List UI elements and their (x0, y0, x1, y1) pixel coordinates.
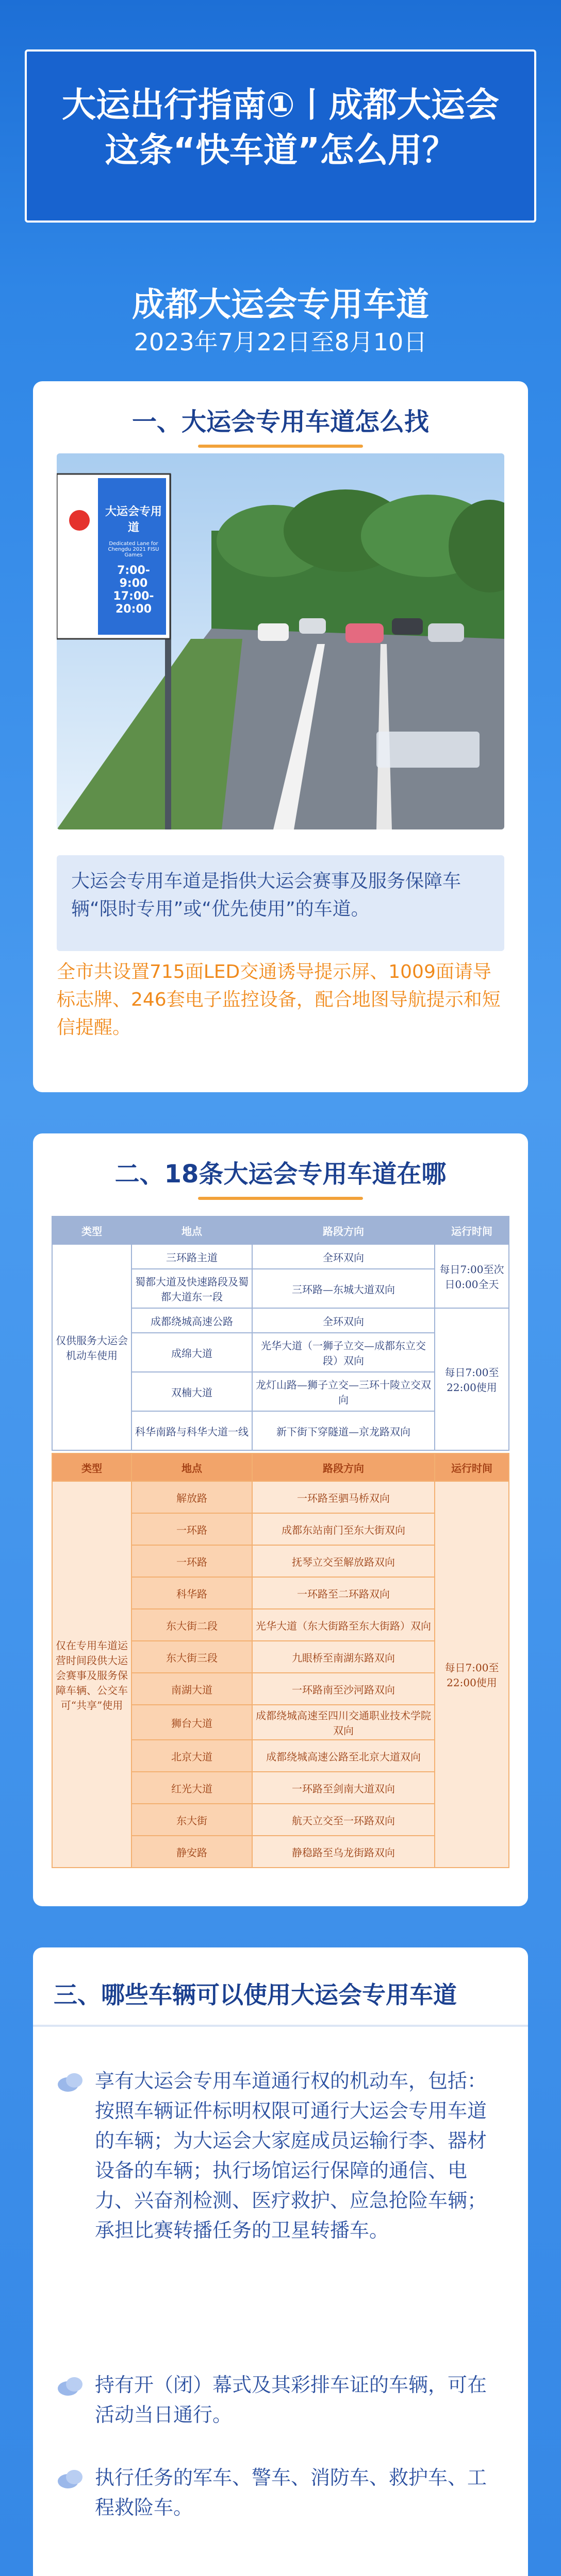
cloud-icon (57, 2467, 86, 2489)
sign-panel (103, 503, 164, 616)
table-cell: 三环路主道 (131, 1244, 252, 1269)
section3-bullet-text: 持有开（闭）幕式及其彩排车证的车辆，可在活动当日通行。 (95, 2374, 487, 2426)
list-item (57, 2066, 504, 2365)
table-cell: 一环路南至沙河路双向 (252, 1673, 435, 1705)
table-cell: 一环路 (131, 1545, 252, 1577)
table1-time-cell: 每日7:00至次日0:00全天 (435, 1244, 509, 1308)
table1-type-cell: 仅供服务大运会机动车使用 (52, 1244, 131, 1450)
list-item (57, 2370, 504, 2437)
table2-header-direction: 路段方向 (252, 1453, 435, 1481)
table-cell: 东大街三段 (131, 1641, 252, 1673)
table1-header-time: 运行时间 (435, 1216, 509, 1244)
table-cell: 南湖大道 (131, 1673, 252, 1705)
table-cell: 科华路 (131, 1577, 252, 1609)
table-cell: 东大街 (131, 1804, 252, 1836)
date-range: 2023年7月22日至8月10日 (134, 328, 427, 356)
hero-banner (25, 49, 536, 223)
table1-time-cell: 每日7:00至22:00使用 (435, 1308, 509, 1450)
table2-header-time: 运行时间 (435, 1453, 509, 1481)
table-cell: 一环路至二环路双向 (252, 1577, 435, 1609)
table-cell: 全环双向 (252, 1308, 435, 1333)
sign-heading: 大运会专用道 (105, 505, 162, 534)
table2-header-type: 类型 (52, 1453, 131, 1481)
table-cell: 成绵大道 (131, 1333, 252, 1372)
table-cell: 科华南路与科华大道一线 (131, 1411, 252, 1450)
table-cell: 一环路至驷马桥双向 (252, 1481, 435, 1513)
table-cell: 成都绕城高速公路至北京大道双向 (252, 1740, 435, 1772)
list-item (57, 2463, 504, 2530)
heading-underline (198, 445, 363, 448)
section2-title: 二、18条大运会专用车道在哪 (114, 1160, 447, 1189)
sign-time1: 7:00-9:00 (117, 564, 150, 590)
table2-time-cell: 每日7:00至22:00使用 (435, 1481, 509, 1868)
table1-header-type: 类型 (52, 1216, 131, 1244)
table-cell: 北京大道 (131, 1740, 252, 1772)
table-cell: 九眼桥至南湖东路双向 (252, 1641, 435, 1673)
cloud-icon (57, 2374, 86, 2397)
table-cell: 静稳路至乌龙街路双向 (252, 1836, 435, 1868)
table-cell: 双楠大道 (131, 1372, 252, 1411)
table-cell: 成都绕城高速公路 (131, 1308, 252, 1333)
table-cell: 三环路—东城大道双向 (252, 1269, 435, 1308)
table-cell: 解放路 (131, 1481, 252, 1513)
games-logo-icon (69, 510, 90, 531)
table1-header-location: 地点 (131, 1216, 252, 1244)
table-cell: 蜀都大道及快速路段及蜀都大道东一段 (131, 1269, 252, 1308)
table-cell: 成都东站南门至东大街双向 (252, 1513, 435, 1545)
lane-table-2 (52, 1453, 509, 1868)
section3-bullet-text: 执行任务的军车、警车、消防车、救护车、工程救险车。 (95, 2466, 487, 2519)
section2-heading (33, 1154, 528, 1200)
table-cell: 静安路 (131, 1836, 252, 1868)
lane-table-1 (52, 1216, 509, 1451)
table-cell: 全环双向 (252, 1244, 435, 1269)
table-cell: 光华大道（东大街路至东大街路）双向 (252, 1609, 435, 1641)
table-cell: 一环路 (131, 1513, 252, 1545)
divider (33, 2025, 528, 2027)
definition-note: 大运会专用车道是指供大运会赛事及服务保障车辆“限时专用”或“优先使用”的车道。 (57, 855, 504, 951)
section1-heading (33, 402, 528, 448)
section2-card (33, 1133, 528, 1906)
road-photo (57, 453, 504, 829)
table-cell: 龙灯山路—狮子立交—三环十陵立交双向 (252, 1372, 435, 1411)
table-cell: 一环路至剑南大道双向 (252, 1772, 435, 1804)
sign-line1: Dedicated Lane for (109, 541, 158, 547)
table2-type-cell: 仅在专用车道运营时间段供大运会赛事及服务保障车辆、公交车可“共享”使用 (52, 1481, 131, 1868)
subtitle: 成都大运会专用车道 (132, 286, 429, 324)
table-cell: 红光大道 (131, 1772, 252, 1804)
section3-title: 三、哪些车辆可以使用大运会专用车道 (54, 1981, 457, 2009)
table-cell: 狮台大道 (131, 1705, 252, 1740)
sign-line2: Chengdu 2021 FISU Games (108, 547, 159, 558)
table-cell: 抚琴立交至解放路双向 (252, 1545, 435, 1577)
section3-bullet-text: 享有大运会专用车道通行权的机动车，包括：按照车辆证件标明权限可通行大运会专用车道的车辆；为大运会大家庭成员运输行李、器材设备的车辆；执行场馆运行保障的通信、电力、兴奋剂检测、医疗救护、应急抢险车辆；承担比赛转播任务的卫星转播车。 (95, 2070, 487, 2242)
table-cell: 航天立交至一环路双向 (252, 1804, 435, 1836)
table2-header-location: 地点 (131, 1453, 252, 1481)
table1-header-direction: 路段方向 (252, 1216, 435, 1244)
table-cell: 光华大道（一狮子立交—成都东立交段）双向 (252, 1333, 435, 1372)
hero-title-line1: 大运出行指南①丨成都大运会 (62, 85, 499, 125)
table-cell: 新下街下穿隧道—京龙路双向 (252, 1411, 435, 1450)
table-cell: 成都绕城高速至四川交通职业技术学院双向 (252, 1705, 435, 1740)
heading-underline (198, 1197, 363, 1200)
hero-title-line2: 这条“快车道”怎么用？ (105, 130, 456, 170)
table-cell: 东大街二段 (131, 1609, 252, 1641)
cloud-icon (57, 2070, 86, 2093)
section1-title: 一、大运会专用车道怎么找 (131, 408, 429, 436)
facilities-note: 全市共设置715面LED交通诱导提示屏、1009面请导标志牌、246套电子监控设备，配合地图导航提示和短信提醒。 (57, 961, 501, 1038)
sign-time2: 17:00-20:00 (113, 590, 154, 616)
